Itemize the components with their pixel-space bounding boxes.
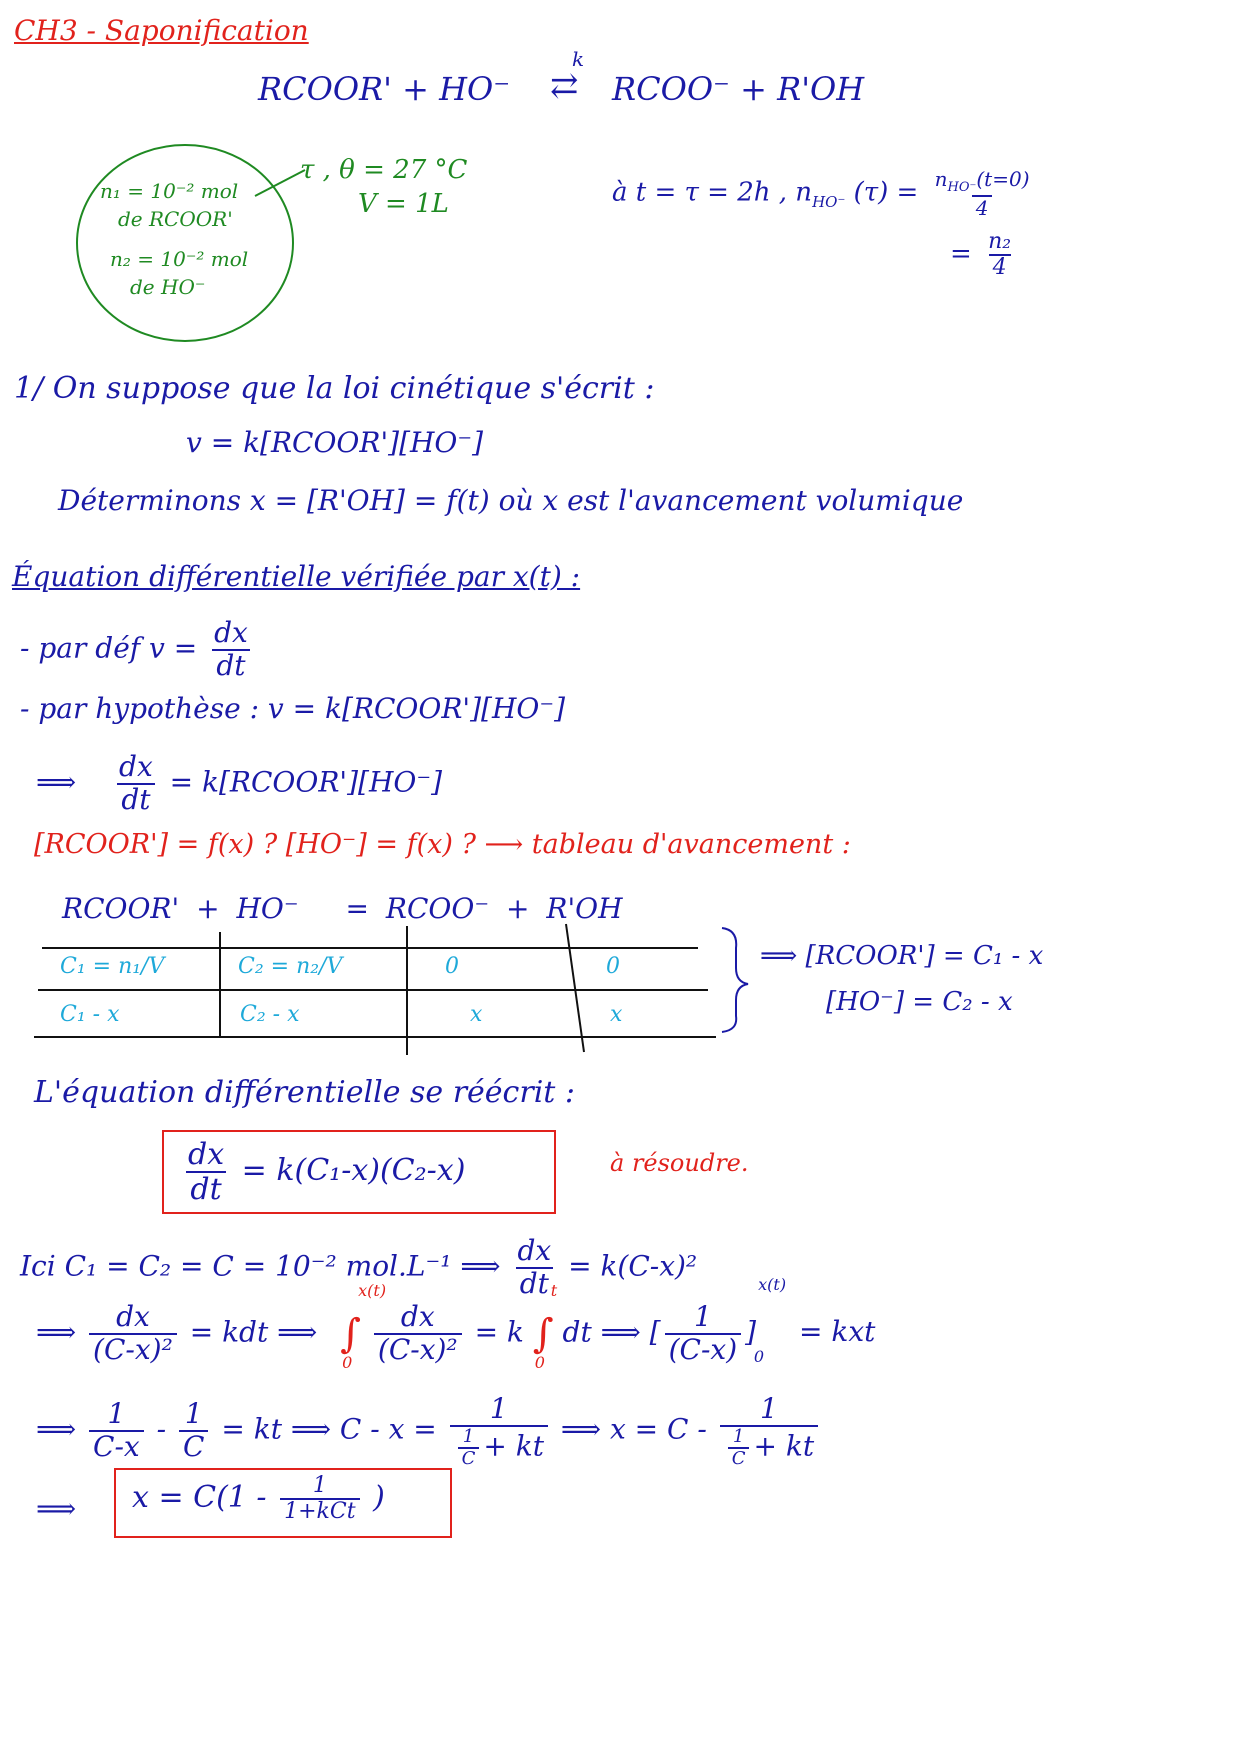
table-cell-rcoo-initial: 0: [445, 954, 459, 979]
solution-line-1: Ici C₁ = C₂ = C = 10⁻² mol.L⁻¹ ⟹ $\frac{dx}{dt}$ = k(C-x)²: [20, 1234, 698, 1300]
table-cell-c2-x: C₂ - x: [240, 1002, 300, 1027]
red-question: [RCOOR'] = f(x) ? [HO⁻] = f(x) ? ⟶ tableau d'avancement :: [34, 829, 851, 860]
table-cell-c2-initial: C₂ = n₂/V: [238, 954, 343, 979]
table-result-1: ⟹ [RCOOR'] = C₁ - x: [760, 941, 1044, 971]
table-cell-c1-x: C₁ - x: [60, 1002, 120, 1027]
volume-condition: V = 1L: [358, 189, 449, 219]
temperature-condition: τ , θ = 27 °C: [300, 155, 468, 185]
one-over-c-minus-x: $\frac{1}{C-x}$: [89, 1399, 144, 1463]
table-cell-c1-initial: C₁ = n₁/V: [60, 954, 165, 979]
kinetic-law: v = k[RCOOR'][HO⁻]: [186, 426, 484, 459]
solution-line-3: ⟹ $\frac{1}{C-x}$ - $\frac{1}{C}$ = kt ⟹ C - x = 1 $\frac{1}{C}$ + kt ⟹ x = C - 1 $\frac{1}{C}$ + kt: [36, 1394, 822, 1468]
by-hypothesis: - par hypothèse : v = k[RCOOR'][HO⁻]: [20, 692, 566, 725]
diff-eq-heading: Équation différentielle vérifiée par x(t) :: [12, 560, 581, 593]
circle-n1: n₁ = 10⁻² mol: [100, 179, 239, 203]
table-result-2: [HO⁻] = C₂ - x: [826, 987, 1013, 1017]
final-fraction: $\frac{1}{\text{1+kCt}}$: [280, 1474, 359, 1524]
page-title: CH3 - Saponification: [14, 14, 309, 47]
conditions-circle: [77, 145, 293, 341]
final-result: x = C(1 - $\frac{1}{\text{1+kCt}}$ ): [132, 1473, 385, 1525]
integrand-fraction: $\frac{dx}{\text{(C-x)²}}$: [374, 1302, 462, 1366]
half-time-fraction-1: $\frac{n_{HO^-}(t=0)}{4}$: [934, 167, 1030, 221]
reaction-arrow-label: k: [572, 47, 585, 71]
diff-eq-line: ⟹ $\frac{dx}{dt}$ = k[RCOOR'][HO⁻]: [36, 750, 443, 816]
to-solve-note: à résoudre.: [610, 1149, 749, 1177]
reaction-arrow: ⇄: [550, 66, 579, 106]
boxed-dx-dt: $\frac{dx}{dt}$: [188, 1137, 225, 1207]
x-expression: 1 $\frac{1}{C}$ + kt: [720, 1394, 818, 1468]
final-implies: ⟹: [36, 1492, 77, 1525]
integral-t: ∫ t 0: [532, 1281, 558, 1373]
half-time-relation: à t = τ = 2h , $n_{HO^-}$ (τ) = $\frac{n_{HO^-}(t=0)}{4}$: [612, 168, 1038, 219]
dx-dt-fraction: $\frac{dx}{dt}$: [214, 616, 248, 682]
circle-n2: n₂ = 10⁻² mol: [110, 247, 249, 271]
question-1: 1/ On suppose que la loi cinétique s'écrit :: [14, 371, 655, 406]
table-cell-rcoo-x: x: [470, 1002, 483, 1027]
table-equation: RCOOR' + HO⁻ = RCOO⁻ + R'OH: [62, 892, 623, 925]
half-time-relation-2: = $\frac{\text{n₂}}{4}$: [950, 230, 1019, 280]
circle-species2: de HO⁻: [130, 275, 206, 299]
by-definition: - par déf v = $\frac{dx}{dt}$: [20, 618, 256, 682]
solution-line-2: ⟹ $\frac{dx}{\text{(C-x)²}}$ = kdt ⟹ ∫ x(t) 0 $\frac{dx}{\text{(C-x)²}}$ = k ∫ t 0 dt ⟹ [ $\frac{1}{(C-x)}$ ] x(t) 0 = kxt: [36, 1275, 876, 1373]
one-over-c: $\frac{1}{C}$: [179, 1399, 208, 1463]
circle-species1: de RCOOR': [118, 207, 233, 231]
dx-dt-fraction-2: $\frac{dx}{dt}$: [119, 750, 153, 816]
separated-fraction: $\frac{dx}{\text{(C-x)²}}$: [89, 1302, 177, 1366]
rewrite-line: L'équation différentielle se réécrit :: [34, 1075, 575, 1110]
half-time-fraction-2: $\frac{\text{n₂}}{4}$: [988, 229, 1012, 281]
table-cell-roh-x: x: [610, 1002, 623, 1027]
reaction-right: RCOO⁻ + R'OH: [612, 70, 865, 108]
table-cell-roh-initial: 0: [606, 954, 620, 979]
evaluated-bracket: [ $\frac{1}{(C-x)}$ ] x(t) 0: [649, 1275, 787, 1366]
objective-line: Déterminons x = [R'OH] = f(t) où x est l'avancement volumique: [58, 484, 964, 517]
boxed-diff-eq-content: $\frac{dx}{dt}$ = k(C₁-x)(C₂-x): [180, 1138, 465, 1206]
reaction-left: RCOOR' + HO⁻: [258, 70, 511, 108]
solution-dx-dt: $\frac{dx}{dt}$: [517, 1234, 552, 1300]
c-minus-x-expression: 1 $\frac{1}{C}$ + kt: [450, 1394, 548, 1468]
integral-x: ∫ x(t) 0: [340, 1281, 387, 1373]
